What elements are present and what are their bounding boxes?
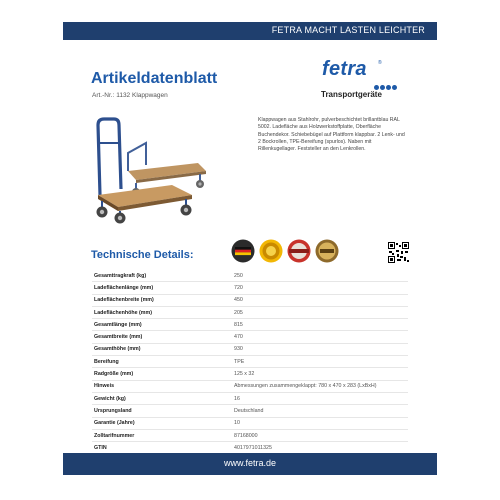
spec-label: Ladeflächenhöhe (mm) xyxy=(92,306,231,318)
qr-code-icon xyxy=(388,242,409,263)
table-row xyxy=(92,331,408,343)
footer-url-link[interactable]: www.fetra.de xyxy=(223,458,277,468)
spec-label: GTIN xyxy=(92,442,231,454)
table-row xyxy=(92,380,408,392)
logo-text: fetra xyxy=(322,58,367,80)
table-row xyxy=(92,429,408,441)
spec-value: 450 xyxy=(231,294,408,306)
spec-label: Ladeflächenlänge (mm) xyxy=(92,282,231,294)
spec-value: 815 xyxy=(231,319,408,331)
brand-subtitle: Transportgeräte xyxy=(321,90,382,99)
spec-label: Ursprungsland xyxy=(92,405,231,417)
spec-value: 250 xyxy=(231,270,408,282)
spec-label: Radgröße (mm) xyxy=(92,368,231,380)
spec-label: Hinweis xyxy=(92,380,231,392)
spec-value: 470 xyxy=(231,331,408,343)
spec-label: Garantie (Jahre) xyxy=(92,417,231,429)
table-row xyxy=(92,417,408,429)
spec-value: 205 xyxy=(231,306,408,318)
spec-label: Gesamtlänge (mm) xyxy=(92,319,231,331)
table-row xyxy=(92,270,408,282)
logo-registered-mark: ® xyxy=(378,60,382,66)
spec-label: Zolltarifnummer xyxy=(92,429,231,441)
table-row xyxy=(92,368,408,380)
spec-label: Gesamtbreite (mm) xyxy=(92,331,231,343)
logo-dots-icon xyxy=(374,77,400,83)
table-row xyxy=(92,392,408,404)
table-row xyxy=(92,356,408,368)
table-row xyxy=(92,282,408,294)
spec-value: 125 x 32 xyxy=(231,368,408,380)
table-row xyxy=(92,306,408,318)
made-in-germany-badge xyxy=(231,239,255,263)
table-row xyxy=(92,405,408,417)
quality-badge xyxy=(259,239,283,263)
article-number: Art.-Nr.: 1132 Klappwagen xyxy=(92,92,168,99)
table-row xyxy=(92,343,408,355)
spec-value: Deutschland xyxy=(231,405,408,417)
spec-value: 16 xyxy=(231,392,408,404)
spec-value: 720 xyxy=(231,282,408,294)
header-bar xyxy=(63,22,437,40)
certification-badges xyxy=(231,239,351,265)
header-tagline: FETRA MACHT LASTEN LEICHTER xyxy=(271,25,425,35)
spec-label: Ladeflächenbreite (mm) xyxy=(92,294,231,306)
table-row xyxy=(92,319,408,331)
spec-label: Bereifung xyxy=(92,356,231,368)
spec-value: Abmessungen zusammengeklappt: 780 x 470 x 283 (LxBxH) xyxy=(231,380,408,392)
spec-value: 4017971011325 xyxy=(231,442,408,454)
footer-bar xyxy=(63,453,437,475)
technical-details-heading: Technische Details: xyxy=(91,249,194,261)
technical-details-table xyxy=(92,270,408,454)
spec-value: 10 xyxy=(231,417,408,429)
spec-label: Gewicht (kg) xyxy=(92,392,231,404)
page-title: Artikeldatenblatt xyxy=(91,70,218,87)
table-row xyxy=(92,294,408,306)
spec-label: Gesamttragkraft (kg) xyxy=(92,270,231,282)
spec-value: TPE xyxy=(231,356,408,368)
spec-label: Gesamthöhe (mm) xyxy=(92,343,231,355)
spec-value: 930 xyxy=(231,343,408,355)
totalstop-badge xyxy=(287,239,311,263)
product-photo xyxy=(88,113,210,225)
product-description: Klappwagen aus Stahlrohr, pulverbeschichtet brillantblau RAL 5002. Ladefläche aus Holzwerkstoffplatte, Oberfläche Buchendekor. Schiebebügel auf Plattform klappbar. 2 Lenk- und 2 Bockrollen, TPE-Bereifung (spurlos). Naben mit Rillenkugellager. Feststeller an den Lenkrollen. xyxy=(258,117,405,153)
spec-value: 87168000 xyxy=(231,429,408,441)
rix-badge xyxy=(315,239,339,263)
